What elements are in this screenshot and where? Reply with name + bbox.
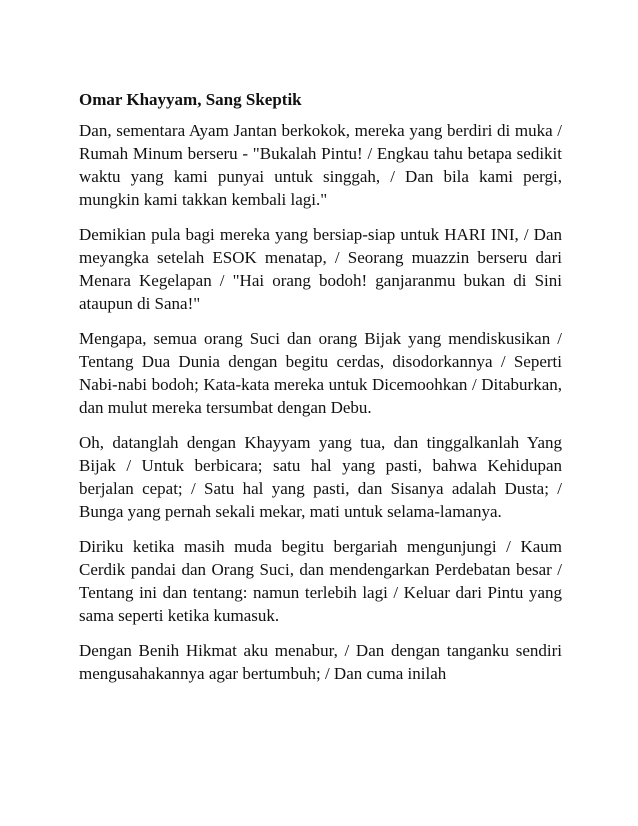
document-page: [79, 89, 562, 697]
paragraph-5: Diriku ketika masih muda begitu bergariah mengunjungi / Kaum Cerdik pandai dan Orang Suci, dan mendengarkan Perdebatan besar / Tentang ini dan tentang: namun terlebih lagi / Keluar dari Pintu yang sama seperti ketika kumasuk.: [79, 537, 562, 625]
paragraph-2: Demikian pula bagi mereka yang bersiap-siap untuk HARI INI, / Dan meyangka setelah ESOK menatap, / Seorang muazzin berseru dari Menara Kegelapan / "Hai orang bodoh! ganjaranmu bukan di Sini ataupun di Sana!": [79, 225, 562, 313]
paragraph-1: Dan, sementara Ayam Jantan berkokok, mereka yang berdiri di muka / Rumah Minum berseru - "Bukalah Pintu! / Engkau tahu betapa sedikit waktu yang kami punyai untuk singgah, / Dan bila kami pergi, mungkin kami takkan kembali lagi.": [79, 121, 562, 209]
paragraph-3: Mengapa, semua orang Suci dan orang Bijak yang mendiskusikan / Tentang Dua Dunia dengan begitu cerdas, disodorkannya / Seperti Nabi-nabi bodoh; Kata-kata mereka untuk Dicemoohkan / Ditaburkan, dan mulut mereka tersumbat dengan Debu.: [79, 329, 562, 417]
paragraph-4: Oh, datanglah dengan Khayyam yang tua, dan tinggalkanlah Yang Bijak / Untuk berbicara; satu hal yang pasti, bahwa Kehidupan berjalan cepat; / Satu hal yang pasti, dan Sisanya adalah Dusta; / Bunga yang pernah sekali mekar, mati untuk selama-lamanya.: [79, 433, 562, 521]
document-title: Omar Khayyam, Sang Skeptik: [79, 90, 302, 109]
paragraph-6: Dengan Benih Hikmat aku menabur, / Dan dengan tanganku sendiri mengusahakannya agar bertumbuh; / Dan cuma inilah: [79, 641, 562, 683]
